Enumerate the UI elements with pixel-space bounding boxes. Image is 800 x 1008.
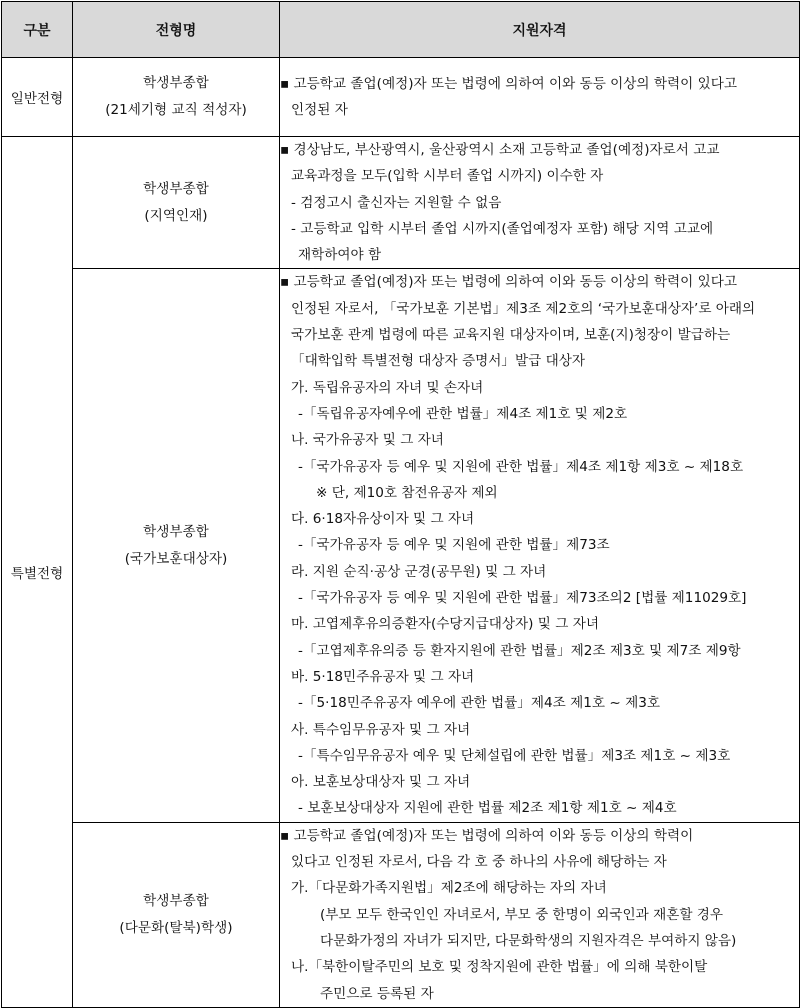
eligibility-line: 가.「다문화가족지원법」제2조에 해당하는 자의 자녀 (291, 880, 607, 897)
admission-name-sub: (21세기형 교직 적성자) (105, 102, 247, 118)
admission-name (73, 137, 280, 269)
category-general: 일반전형 (2, 58, 73, 137)
eligibility-line: 국가보훈 관계 법령에 따른 교육지원 대상자이며, 보훈(지)청장이 발급하는 (291, 327, 731, 344)
eligibility-line: 마. 고엽제후유의증환자(수당지급대상자) 및 그 자녀 (291, 616, 599, 633)
eligibility-line: 인정된 자 (291, 102, 348, 118)
admission-name-main: 학생부종합 (143, 75, 209, 91)
eligibility-line: -「국가유공자 등 예우 및 지원에 관한 법률」제4조 제1항 제3호 ~ 제18호 (298, 458, 744, 475)
eligibility-line: - 고등학교 입학 시부터 졸업 시까지(졸업예정자 포함) 해당 지역 고교에 (291, 220, 714, 237)
eligibility-line: 다. 6·18자유상이자 및 그 자녀 (291, 511, 475, 528)
eligibility-line: 나.「북한이탈주민의 보호 및 정착지원에 관한 법률」에 의해 북한이탈 (291, 959, 708, 976)
header-admission-type: 전형명 (73, 2, 280, 58)
admission-name-sub: (국가보훈대상자) (124, 550, 228, 567)
table-row (2, 822, 800, 1007)
admission-name (73, 269, 280, 822)
eligibility-line: 가. 독립유공자의 자녀 및 손자녀 (291, 379, 484, 396)
eligibility-line: -「특수임무유공자 예우 및 단체설립에 관한 법률」제3조 제1호 ~ 제3호 (298, 747, 731, 764)
eligibility-line: 재학하여야 함 (298, 247, 382, 264)
eligibility-line: -「국가유공자 등 예우 및 지원에 관한 법률」제73조 (298, 537, 610, 554)
header-eligibility: 지원자격 (280, 2, 800, 58)
admission-name (73, 822, 280, 1007)
admission-name-main: 학생부종합 (143, 892, 209, 909)
eligibility-line: ▪ 고등학교 졸업(예정)자 또는 법령에 의하여 이와 동등 이상의 학력이 있다고 (280, 274, 737, 291)
eligibility-line: -「5·18민주유공자 예우에 관한 법률」제4조 제1호 ~ 제3호 (298, 695, 660, 712)
eligibility-line: 아. 보훈보상대상자 및 그 자녀 (291, 774, 471, 791)
table-row (2, 58, 800, 137)
eligibility-line: ※ 단, 제10호 참전유공자 제외 (316, 484, 498, 501)
category-special: 특별전형 (2, 137, 73, 1008)
admission-name-sub: (지역인재) (144, 207, 208, 224)
admission-name-main: 학생부종합 (143, 523, 209, 540)
table-row (2, 269, 800, 822)
eligibility-line: - 검정고시 출신자는 지원할 수 없음 (291, 194, 502, 211)
eligibility-line: -「고엽제후유의증 등 환자지원에 관한 법률」제2조 제3호 및 제7조 제9항 (298, 642, 741, 659)
eligibility-line: 다문화가정의 자녀가 되지만, 다문화학생의 지원자격은 부여하지 않음) (320, 932, 737, 949)
eligibility-cell (280, 58, 800, 137)
eligibility-table (1, 1, 800, 1008)
eligibility-line: 「대학입학 특별전형 대상자 증명서」발급 대상자 (291, 353, 585, 370)
eligibility-cell (280, 269, 800, 822)
table-row (2, 137, 800, 269)
eligibility-cell (280, 822, 800, 1007)
eligibility-line: 사. 특수임무유공자 및 그 자녀 (291, 721, 471, 738)
eligibility-line: (부모 모두 한국인인 자녀로서, 부모 중 한명이 외국인과 재혼할 경우 (320, 906, 724, 923)
admission-name-main: 학생부종합 (143, 180, 209, 197)
eligibility-line: -「국가유공자 등 예우 및 지원에 관한 법률」제73조의2 [법률 제11029호] (298, 590, 747, 607)
header-row (2, 2, 800, 58)
eligibility-line: ▪ 고등학교 졸업(예정)자 또는 법령에 의하여 이와 동등 이상의 학력이 있다고 (280, 75, 737, 92)
eligibility-line: ▪ 경상남도, 부산광역시, 울산광역시 소재 고등학교 졸업(예정)자로서 고교 (280, 142, 720, 158)
eligibility-line: 바. 5·18민주유공자 및 그 자녀 (291, 668, 475, 685)
eligibility-line: 있다고 인정된 자로서, 다음 각 호 중 하나의 사유에 해당하는 자 (291, 854, 667, 871)
admission-name (73, 58, 280, 137)
eligibility-line: 라. 지원 순직·공상 군경(공무원) 및 그 자녀 (291, 563, 547, 580)
eligibility-line: 나. 국가유공자 및 그 자녀 (291, 432, 444, 449)
eligibility-line: 주민으로 등록된 자 (320, 985, 434, 1002)
eligibility-cell (280, 137, 800, 269)
eligibility-line: ▪ 고등학교 졸업(예정)자 또는 법령에 의하여 이와 동등 이상의 학력이 (280, 827, 694, 844)
eligibility-line: - 보훈보상대상자 지원에 관한 법률 제2조 제1항 제1호 ~ 제4호 (298, 800, 677, 817)
eligibility-line: -「독립유공자예우에 관한 법률」제4조 제1호 및 제2호 (298, 405, 628, 422)
admission-name-sub: (다문화(탈북)학생) (119, 919, 233, 936)
eligibility-line: 교육과정을 모두(입학 시부터 졸업 시까지) 이수한 자 (291, 168, 604, 185)
eligibility-line: 인정된 자로서, 「국가보훈 기본법」제3조 제2호의 ‘국가보훈대상자’로 아래의 (291, 300, 756, 317)
header-category: 구분 (2, 2, 73, 58)
